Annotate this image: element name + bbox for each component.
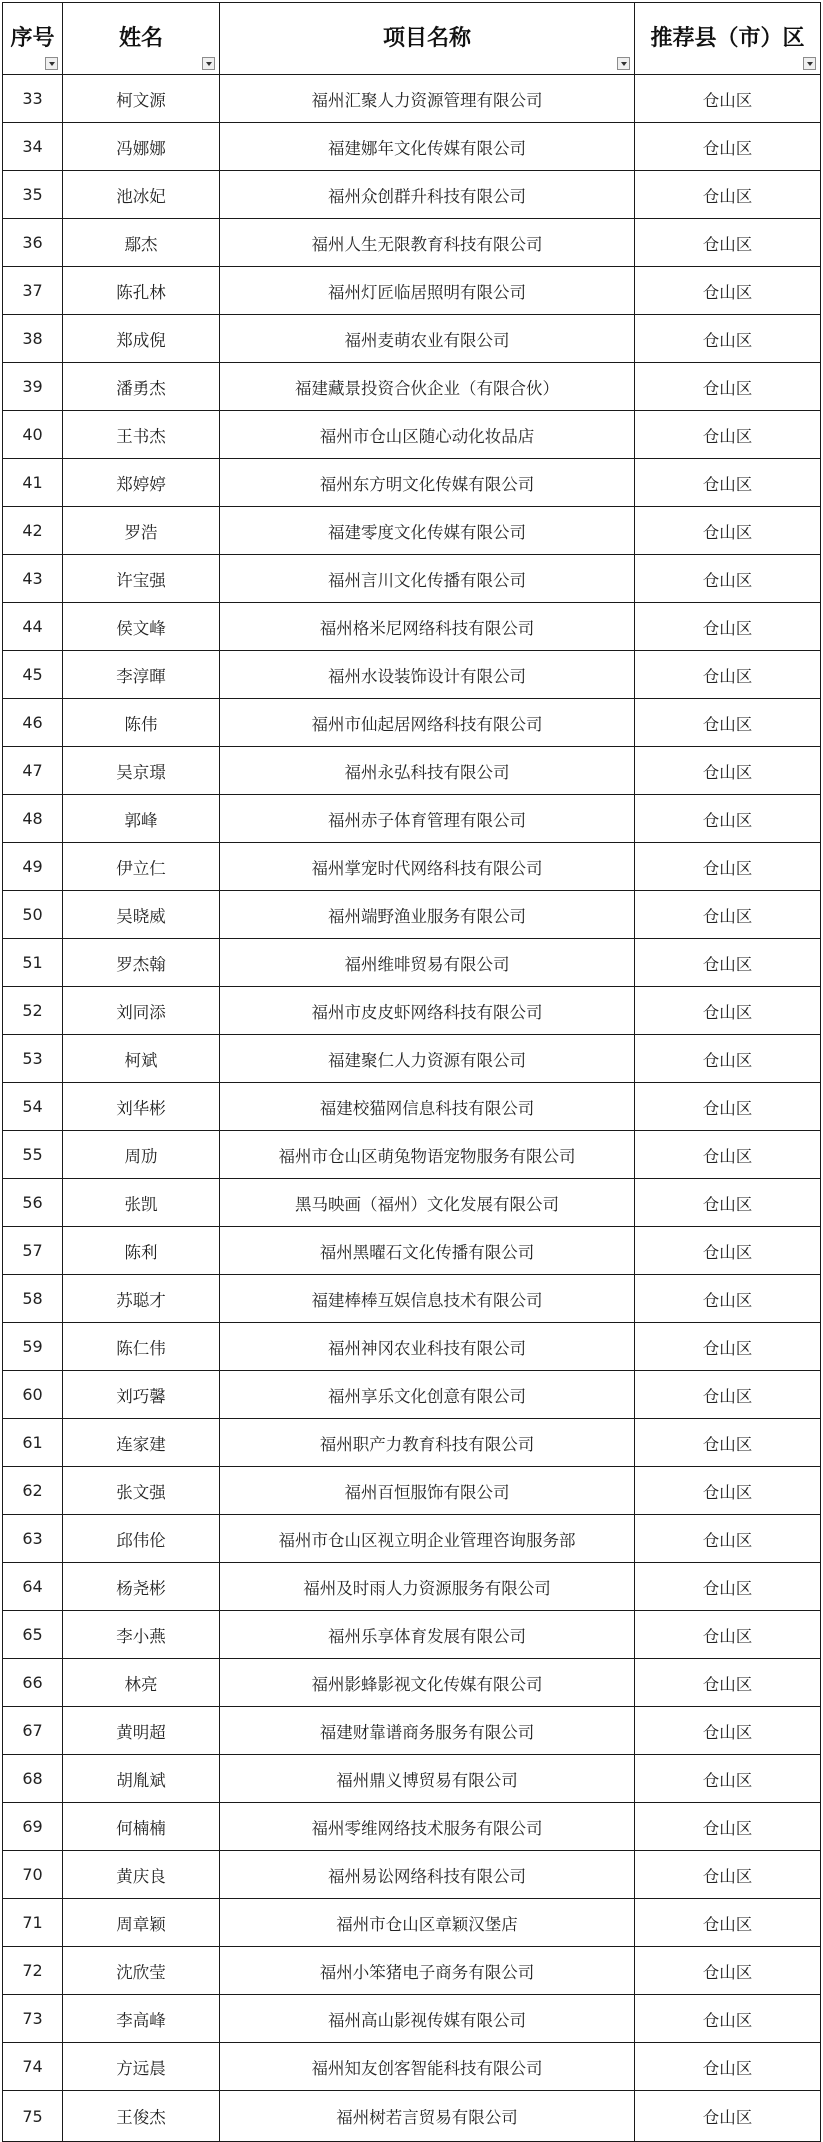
table-row	[3, 1851, 821, 1899]
cell-project: 福州职产力教育科技有限公司	[220, 1419, 635, 1467]
table-row	[3, 1371, 821, 1419]
cell-index: 46	[3, 699, 63, 747]
cell-project: 福州享乐文化创意有限公司	[220, 1371, 635, 1419]
cell-name: 连家建	[63, 1419, 220, 1467]
table-row	[3, 459, 821, 507]
chevron-down-icon	[206, 62, 212, 66]
header-cell-name	[63, 3, 220, 75]
cell-project: 福州永弘科技有限公司	[220, 747, 635, 795]
table-row	[3, 1035, 821, 1083]
cell-name: 李小燕	[63, 1611, 220, 1659]
table-row	[3, 1707, 821, 1755]
table-row	[3, 699, 821, 747]
cell-project: 福州灯匠临居照明有限公司	[220, 267, 635, 315]
cell-name: 沈欣莹	[63, 1947, 220, 1995]
cell-index: 52	[3, 987, 63, 1035]
header-label: 推荐县（市）区	[650, 25, 805, 51]
table-row	[3, 1179, 821, 1227]
cell-name: 黄明超	[63, 1707, 220, 1755]
table-row	[3, 1515, 821, 1563]
cell-name: 陈利	[63, 1227, 220, 1275]
cell-project: 福建财靠谱商务服务有限公司	[220, 1707, 635, 1755]
cell-index: 70	[3, 1851, 63, 1899]
cell-name: 周劢	[63, 1131, 220, 1179]
table-row	[3, 1323, 821, 1371]
cell-project: 福州赤子体育管理有限公司	[220, 795, 635, 843]
chevron-down-icon	[807, 62, 813, 66]
cell-name: 吴京璟	[63, 747, 220, 795]
cell-district: 仓山区	[635, 1323, 821, 1371]
table-row	[3, 795, 821, 843]
cell-project: 福建校猫网信息科技有限公司	[220, 1083, 635, 1131]
table-row	[3, 75, 821, 123]
cell-name: 方远晨	[63, 2043, 220, 2091]
cell-index: 38	[3, 315, 63, 363]
cell-name: 陈伟	[63, 699, 220, 747]
table-row	[3, 1947, 821, 1995]
cell-project: 福州维啡贸易有限公司	[220, 939, 635, 987]
cell-index: 56	[3, 1179, 63, 1227]
cell-name: 陈仁伟	[63, 1323, 220, 1371]
cell-index: 37	[3, 267, 63, 315]
cell-project: 福州水设装饰设计有限公司	[220, 651, 635, 699]
cell-name: 张文强	[63, 1467, 220, 1515]
cell-index: 73	[3, 1995, 63, 2043]
cell-project: 福州零维网络技术服务有限公司	[220, 1803, 635, 1851]
cell-district: 仓山区	[635, 1419, 821, 1467]
cell-index: 35	[3, 171, 63, 219]
cell-name: 李高峰	[63, 1995, 220, 2043]
table-row	[3, 603, 821, 651]
cell-name: 邱伟伦	[63, 1515, 220, 1563]
cell-project: 福州乐享体育发展有限公司	[220, 1611, 635, 1659]
table-row	[3, 1419, 821, 1467]
cell-district: 仓山区	[635, 315, 821, 363]
cell-index: 45	[3, 651, 63, 699]
cell-project: 福州端野渔业服务有限公司	[220, 891, 635, 939]
table-row	[3, 1755, 821, 1803]
cell-name: 潘勇杰	[63, 363, 220, 411]
cell-index: 71	[3, 1899, 63, 1947]
cell-district: 仓山区	[635, 939, 821, 987]
table-row	[3, 1131, 821, 1179]
cell-district: 仓山区	[635, 1803, 821, 1851]
cell-district: 仓山区	[635, 1899, 821, 1947]
cell-district: 仓山区	[635, 2043, 821, 2091]
header-cell-index	[3, 3, 63, 75]
cell-district: 仓山区	[635, 75, 821, 123]
table-row	[3, 555, 821, 603]
cell-project: 福州小笨猪电子商务有限公司	[220, 1947, 635, 1995]
cell-project: 福州高山影视传媒有限公司	[220, 1995, 635, 2043]
cell-name: 冯娜娜	[63, 123, 220, 171]
cell-name: 何楠楠	[63, 1803, 220, 1851]
cell-project: 福州百恒服饰有限公司	[220, 1467, 635, 1515]
cell-district: 仓山区	[635, 1131, 821, 1179]
cell-district: 仓山区	[635, 123, 821, 171]
cell-district: 仓山区	[635, 555, 821, 603]
cell-index: 72	[3, 1947, 63, 1995]
cell-district: 仓山区	[635, 1755, 821, 1803]
cell-district: 仓山区	[635, 651, 821, 699]
header-label: 姓名	[118, 25, 163, 51]
filter-dropdown-icon[interactable]	[202, 57, 215, 70]
cell-name: 刘巧馨	[63, 1371, 220, 1419]
cell-index: 75	[3, 2091, 63, 2142]
cell-district: 仓山区	[635, 1707, 821, 1755]
table-row	[3, 1611, 821, 1659]
table-row	[3, 987, 821, 1035]
cell-index: 47	[3, 747, 63, 795]
cell-index: 63	[3, 1515, 63, 1563]
chevron-down-icon	[621, 62, 627, 66]
cell-project: 福州鼎义博贸易有限公司	[220, 1755, 635, 1803]
cell-index: 36	[3, 219, 63, 267]
table-body	[3, 75, 821, 2142]
cell-name: 林亮	[63, 1659, 220, 1707]
cell-name: 黄庆良	[63, 1851, 220, 1899]
cell-index: 64	[3, 1563, 63, 1611]
cell-district: 仓山区	[635, 171, 821, 219]
cell-district: 仓山区	[635, 1995, 821, 2043]
cell-index: 53	[3, 1035, 63, 1083]
header-row	[3, 3, 821, 75]
chevron-down-icon	[49, 62, 55, 66]
cell-name: 柯斌	[63, 1035, 220, 1083]
cell-name: 吴晓威	[63, 891, 220, 939]
table-row	[3, 363, 821, 411]
cell-project: 福州格米尼网络科技有限公司	[220, 603, 635, 651]
cell-district: 仓山区	[635, 1275, 821, 1323]
cell-name: 许宝强	[63, 555, 220, 603]
table-row	[3, 1995, 821, 2043]
cell-district: 仓山区	[635, 411, 821, 459]
cell-project: 福州掌宠时代网络科技有限公司	[220, 843, 635, 891]
header-label: 序号	[10, 25, 55, 51]
table-row	[3, 651, 821, 699]
cell-district: 仓山区	[635, 219, 821, 267]
cell-index: 49	[3, 843, 63, 891]
cell-name: 杨尧彬	[63, 1563, 220, 1611]
filter-dropdown-icon[interactable]	[45, 57, 58, 70]
table-row	[3, 1083, 821, 1131]
cell-index: 69	[3, 1803, 63, 1851]
cell-name: 刘华彬	[63, 1083, 220, 1131]
table-row	[3, 1803, 821, 1851]
cell-project: 福州东方明文化传媒有限公司	[220, 459, 635, 507]
cell-name: 胡胤斌	[63, 1755, 220, 1803]
cell-name: 伊立仁	[63, 843, 220, 891]
cell-name: 罗杰翰	[63, 939, 220, 987]
cell-index: 42	[3, 507, 63, 555]
cell-name: 郑婷婷	[63, 459, 220, 507]
cell-name: 郭峰	[63, 795, 220, 843]
cell-project: 福建娜年文化传媒有限公司	[220, 123, 635, 171]
cell-index: 48	[3, 795, 63, 843]
cell-district: 仓山区	[635, 699, 821, 747]
cell-index: 34	[3, 123, 63, 171]
table-row	[3, 2043, 821, 2091]
table-row	[3, 507, 821, 555]
header-cell-project	[220, 3, 635, 75]
cell-index: 44	[3, 603, 63, 651]
cell-name: 周章颖	[63, 1899, 220, 1947]
cell-district: 仓山区	[635, 1563, 821, 1611]
cell-index: 40	[3, 411, 63, 459]
cell-project: 福州麦萌农业有限公司	[220, 315, 635, 363]
cell-index: 33	[3, 75, 63, 123]
cell-name: 侯文峰	[63, 603, 220, 651]
cell-project: 福州易讼网络科技有限公司	[220, 1851, 635, 1899]
cell-index: 55	[3, 1131, 63, 1179]
cell-district: 仓山区	[635, 1035, 821, 1083]
cell-index: 58	[3, 1275, 63, 1323]
cell-project: 福州市仓山区视立明企业管理咨询服务部	[220, 1515, 635, 1563]
table-row	[3, 267, 821, 315]
table-row	[3, 1899, 821, 1947]
cell-district: 仓山区	[635, 507, 821, 555]
cell-project: 福州市皮皮虾网络科技有限公司	[220, 987, 635, 1035]
cell-name: 陈孔林	[63, 267, 220, 315]
cell-project: 福州影蜂影视文化传媒有限公司	[220, 1659, 635, 1707]
cell-index: 57	[3, 1227, 63, 1275]
cell-district: 仓山区	[635, 603, 821, 651]
table-row	[3, 747, 821, 795]
cell-index: 65	[3, 1611, 63, 1659]
cell-district: 仓山区	[635, 1467, 821, 1515]
cell-index: 43	[3, 555, 63, 603]
table-row	[3, 123, 821, 171]
cell-name: 苏聪才	[63, 1275, 220, 1323]
cell-project: 福州黑曜石文化传播有限公司	[220, 1227, 635, 1275]
cell-project: 福州知友创客智能科技有限公司	[220, 2043, 635, 2091]
cell-district: 仓山区	[635, 891, 821, 939]
cell-project: 福州言川文化传播有限公司	[220, 555, 635, 603]
table-row	[3, 2091, 821, 2142]
cell-index: 61	[3, 1419, 63, 1467]
table-row	[3, 891, 821, 939]
cell-district: 仓山区	[635, 267, 821, 315]
cell-district: 仓山区	[635, 795, 821, 843]
cell-district: 仓山区	[635, 1371, 821, 1419]
cell-name: 柯文源	[63, 75, 220, 123]
cell-district: 仓山区	[635, 1611, 821, 1659]
cell-name: 张凯	[63, 1179, 220, 1227]
cell-name: 池冰妃	[63, 171, 220, 219]
cell-name: 李淳暉	[63, 651, 220, 699]
table-row	[3, 939, 821, 987]
cell-district: 仓山区	[635, 459, 821, 507]
table-row	[3, 1467, 821, 1515]
table-row	[3, 171, 821, 219]
cell-index: 66	[3, 1659, 63, 1707]
cell-project: 福州市仙起居网络科技有限公司	[220, 699, 635, 747]
table-row	[3, 1563, 821, 1611]
cell-index: 54	[3, 1083, 63, 1131]
cell-index: 59	[3, 1323, 63, 1371]
cell-project: 福建聚仁人力资源有限公司	[220, 1035, 635, 1083]
table-row	[3, 411, 821, 459]
cell-index: 41	[3, 459, 63, 507]
cell-name: 王书杰	[63, 411, 220, 459]
cell-name: 刘同添	[63, 987, 220, 1035]
cell-district: 仓山区	[635, 363, 821, 411]
cell-project: 福州汇聚人力资源管理有限公司	[220, 75, 635, 123]
table-row	[3, 315, 821, 363]
cell-project: 福州神冈农业科技有限公司	[220, 1323, 635, 1371]
cell-name: 王俊杰	[63, 2091, 220, 2142]
cell-project: 福州市仓山区章颖汉堡店	[220, 1899, 635, 1947]
cell-index: 68	[3, 1755, 63, 1803]
cell-project: 福州众创群升科技有限公司	[220, 171, 635, 219]
cell-index: 50	[3, 891, 63, 939]
cell-project: 福州及时雨人力资源服务有限公司	[220, 1563, 635, 1611]
cell-index: 51	[3, 939, 63, 987]
table-row	[3, 843, 821, 891]
cell-district: 仓山区	[635, 987, 821, 1035]
table-row	[3, 219, 821, 267]
data-table	[2, 2, 821, 2142]
cell-district: 仓山区	[635, 747, 821, 795]
cell-district: 仓山区	[635, 1659, 821, 1707]
cell-name: 郑成倪	[63, 315, 220, 363]
cell-index: 39	[3, 363, 63, 411]
cell-district: 仓山区	[635, 2091, 821, 2142]
cell-project: 福建藏景投资合伙企业（有限合伙）	[220, 363, 635, 411]
cell-project: 黑马映画（福州）文化发展有限公司	[220, 1179, 635, 1227]
table-row	[3, 1275, 821, 1323]
cell-district: 仓山区	[635, 1947, 821, 1995]
table-row	[3, 1227, 821, 1275]
cell-project: 福建棒棒互娱信息技术有限公司	[220, 1275, 635, 1323]
cell-index: 74	[3, 2043, 63, 2091]
cell-name: 鄢杰	[63, 219, 220, 267]
cell-index: 62	[3, 1467, 63, 1515]
cell-district: 仓山区	[635, 1179, 821, 1227]
cell-district: 仓山区	[635, 1083, 821, 1131]
table-row	[3, 1659, 821, 1707]
cell-district: 仓山区	[635, 1851, 821, 1899]
filter-dropdown-icon[interactable]	[803, 57, 816, 70]
header-cell-district	[635, 3, 821, 75]
cell-district: 仓山区	[635, 1515, 821, 1563]
header-label: 项目名称	[382, 25, 471, 51]
cell-project: 福州市仓山区随心动化妆品店	[220, 411, 635, 459]
cell-index: 60	[3, 1371, 63, 1419]
cell-project: 福州人生无限教育科技有限公司	[220, 219, 635, 267]
cell-project: 福建零度文化传媒有限公司	[220, 507, 635, 555]
cell-index: 67	[3, 1707, 63, 1755]
cell-district: 仓山区	[635, 1227, 821, 1275]
cell-project: 福州树若言贸易有限公司	[220, 2091, 635, 2142]
cell-project: 福州市仓山区萌兔物语宠物服务有限公司	[220, 1131, 635, 1179]
cell-name: 罗浩	[63, 507, 220, 555]
filter-dropdown-icon[interactable]	[617, 57, 630, 70]
cell-district: 仓山区	[635, 843, 821, 891]
